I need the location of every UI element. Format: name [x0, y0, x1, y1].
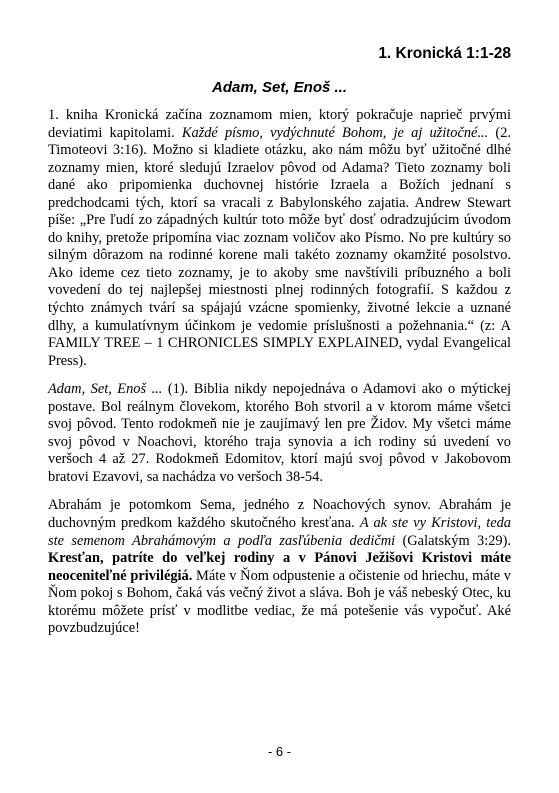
scripture-reference: 1. Kronická 1:1-28 [378, 45, 511, 62]
paragraph-1-text: 1. kniha Kronická začína zoznamom mien, ktorý pokračuje naprieč prvými deviatimi kapitolami. [48, 107, 511, 141]
body-text [48, 107, 511, 638]
paragraph-1-text-cont: (2. Timoteovi 3:16). Možno si kladiete otázku, ako nám môžu byť užitočné dlhé zoznamy mien, ktoré sledujú Izraelov pôvod od Adama? Tieto zoznamy boli dané ako pripomienka duchovnej histórie Izraela a Božích jednaní s predchodcami tých, ktorí sa vracali z Babylonského zajatia. Andrew Stewart píše: „Pre ľudí zo západných kultúr toto môže byť dosť odradzujúcim úvodom do knihy, pretože pripomína viac zoznam voličov ako Písmo. No pre kultúry so silným dôrazom na rodinné korene mali takéto zoznamy okamžité posolstvo. Ako ideme cez tieto zoznamy, je to akoby sme navštívili príbuzného a boli vovedení do tej najlepšej miestnosti plnej rodinných fotografií. S každou z týchto známych tvárí sa spájajú vzácne spomienky, životné lekcie a uznané dlhy, a kumulatívnym účinkom je vedomie príslušnosti a požehnania.“ (z: A FAMILY TREE – 1 CHRONICLES SIMPLY EXPLAINED, vydal Evangelical Press). [48, 124, 511, 369]
paragraph-1 [48, 107, 511, 370]
paragraph-2-text: (1). Biblia nikdy nepojednáva o Adamovi ako o mýtickej postave. Bol reálnym človekom, ktorého Boh stvoril a v ktorom máme všetci svoj pôvod. Tento rodokmeň nie je zaujímavý len pre Židov. My všetci máme svoj pôvod v Noachovi, ktorého traja synovia a ich rodiny sú uvedení vo veršoch 4 až 27. Rodokmeň Edomitov, ktorí majú svoj pôvod v Jakobovom bratovi Ezavovi, sa nachádza vo veršoch 38-54. [48, 381, 511, 485]
paragraph-3 [48, 497, 511, 637]
emphasis-bold: Kresťan, patríte do veľkej rodiny a v Pánovi Ježišovi Kristovi máte neoceniteľné privilégiá. [48, 550, 511, 584]
paragraph-3-text-cont: Máte v Ňom odpustenie a očistenie od hriechu, máte v Ňom pokoj s Bohom, čaká vás večný život a sláva. Boh je váš nebeský Otec, ku ktorému môžete prísť v modlitbe vediac, že má potešenie vás vypočuť. Aké povzbudzujúce! [48, 567, 511, 637]
page-number: - 6 - [267, 744, 292, 759]
scripture-quote-italic: Každé písmo, vydýchnuté Bohom, je aj užitočné... [181, 124, 489, 141]
paragraph-3-text: Abrahám je potomkom Sema, jedného z Noachových synov. Abrahám je duchovným predkom každého skutočného kresťana. [48, 497, 511, 532]
galatians-reference: (Galatským 3:29). [395, 532, 512, 549]
document-page [48, 0, 511, 793]
paragraph-2 [48, 381, 511, 486]
galatians-quote-italic: A ak ste vy Kristovi, teda ste semenom Abrahámovým a podľa zasľúbenia dedičmi [48, 515, 511, 549]
section-title: Adam, Set, Enoš ... [211, 79, 348, 96]
paragraph-2-lead-italic: Adam, Set, Enoš ... [48, 381, 163, 398]
